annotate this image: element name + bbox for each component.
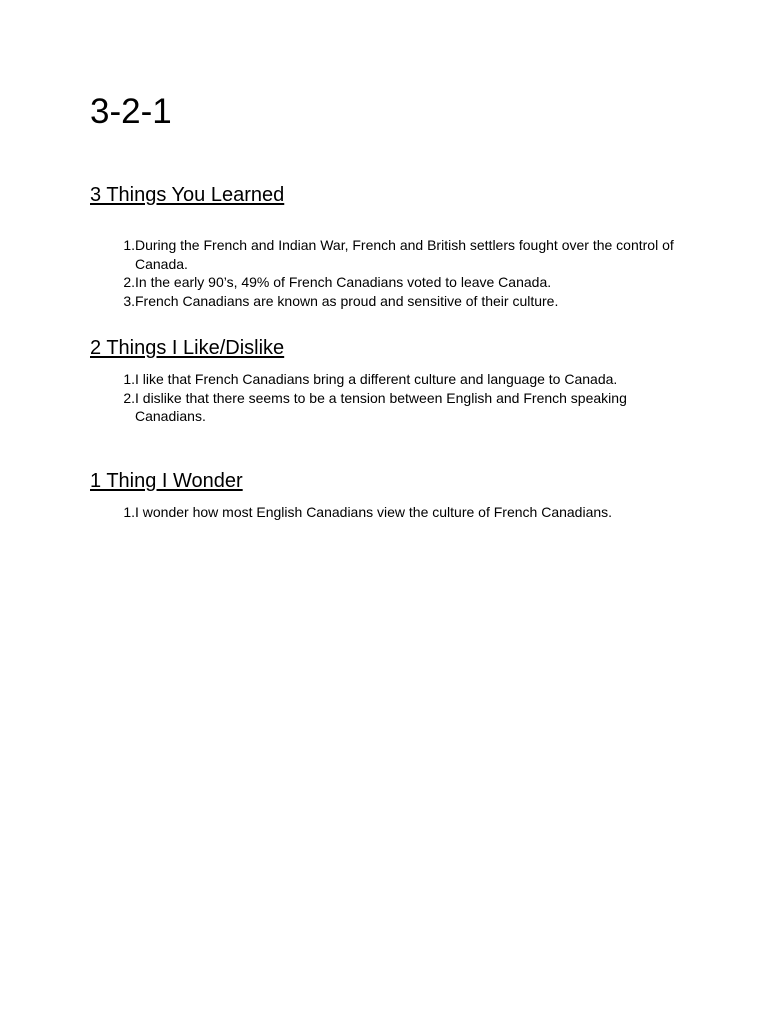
list-item <box>90 370 680 389</box>
list-item-number: 1. <box>123 237 135 253</box>
section-heading-wonder: 1 Thing I Wonder <box>90 470 243 492</box>
wonder-list <box>90 503 680 522</box>
list-item-text: I wonder how most English Canadians view the culture of French Canadians. <box>135 504 613 520</box>
list-item <box>90 292 680 311</box>
list-item-text: I like that French Canadians bring a different culture and language to Canada. <box>135 371 618 387</box>
list-item-number: 1. <box>123 371 135 387</box>
learned-list <box>90 236 680 310</box>
list-item <box>90 503 680 522</box>
list-item-text: I dislike that there seems to be a tension between English and French speaking Canadians. <box>135 389 627 424</box>
list-item-number: 2. <box>123 389 135 406</box>
list-item-text: French Canadians are known as proud and sensitive of their culture. <box>135 292 559 309</box>
section-heading-learned: 3 Things You Learned <box>90 184 285 206</box>
list-item-number: 3. <box>123 292 135 309</box>
list-item <box>90 236 680 273</box>
like-dislike-list <box>90 370 680 426</box>
list-item <box>90 389 680 426</box>
list-item-text: In the early 90’s, 49% of French Canadians voted to leave Canada. <box>135 274 552 290</box>
document-title: 3-2-1 <box>90 92 172 131</box>
list-item <box>90 273 680 292</box>
list-item-number: 1. <box>123 504 135 520</box>
section-heading-like-dislike: 2 Things I Like/Dislike <box>90 337 285 359</box>
list-item-text: During the French and Indian War, French and British settlers fought over the control of Canada. <box>135 237 674 272</box>
list-item-number: 2. <box>123 274 135 290</box>
